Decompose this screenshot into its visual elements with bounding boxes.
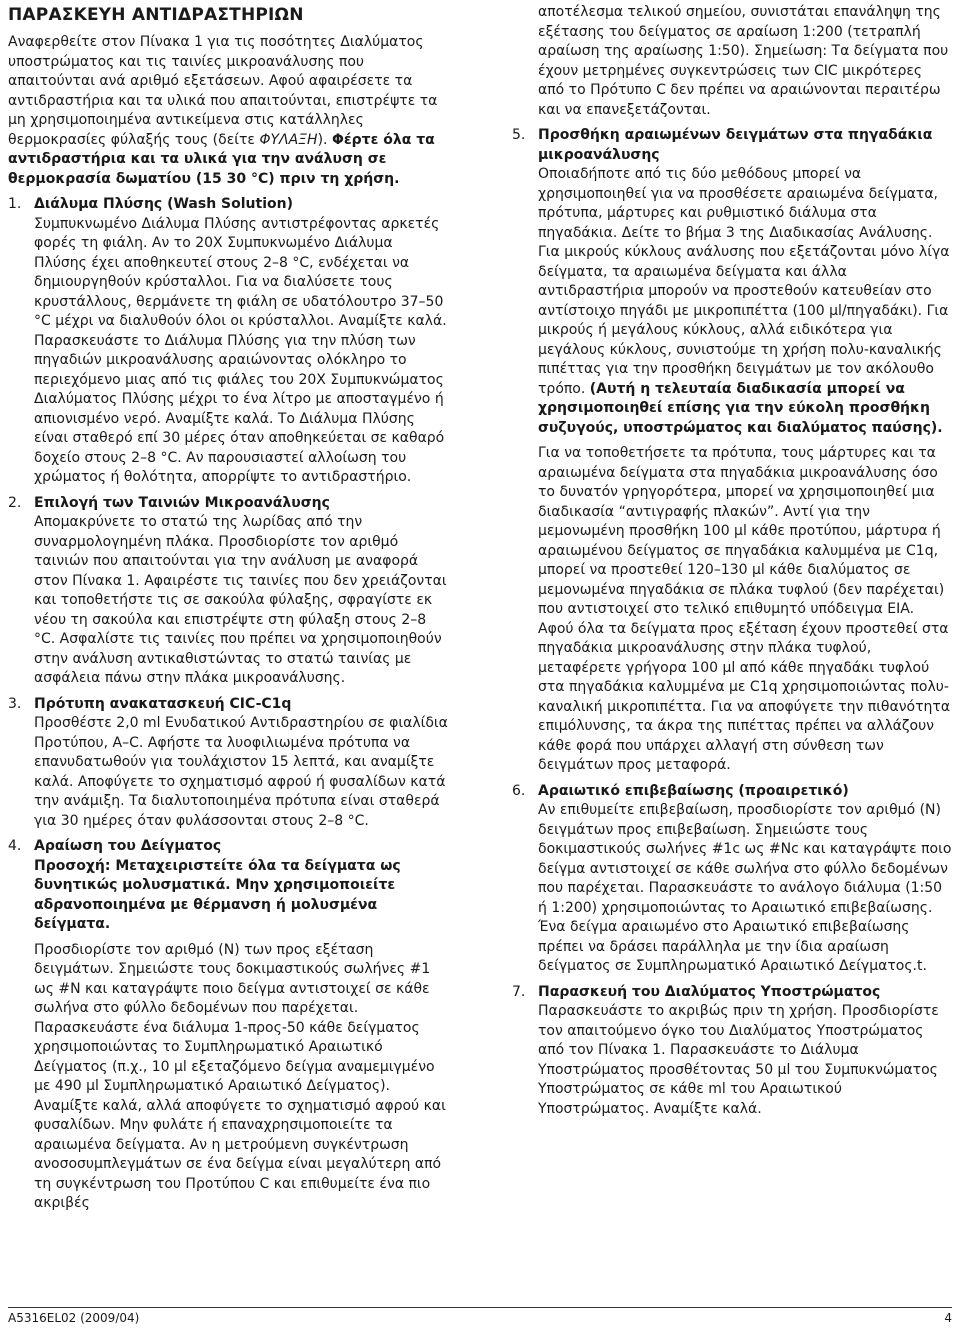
intro-text-end: ). <box>317 131 328 148</box>
step-body: Παρασκευάστε το ακριβώς πριν τη χρήση. Προσδιορίστε τον απαιτούμενο όγκο του Διαλύματος Υποστρώματος από τον Πίνακα 1. Παρασκευάστε το Διάλυμα Υποστρώματος προσθέτοντας 50 μl του Συμπυκνώματος Υποστρώματος σε κάθε ml του Αραιωτικού Υποστρώματος. Αναμίξτε καλά. <box>538 1003 939 1117</box>
step-number: 7. <box>512 983 526 1000</box>
step-3 <box>8 695 448 832</box>
step-title: Προσθήκη αραιωμένων δειγμάτων στα πηγαδάκια μικροανάλυσης <box>538 127 933 163</box>
step-number: 1. <box>8 196 22 212</box>
intro-bold-instruction: Φέρτε όλα τα αντιδραστήρια και τα υλικά για την ανάλυση σε θερμοκρασία δωματίου (15 30 °C) πριν τη χρήση. <box>8 131 435 187</box>
step-number: 3. <box>8 695 22 712</box>
step-body-bold: (Αυτή η τελευταία διαδικασία μπορεί να χρησιμοποιηθεί επίσης για την εύκολη προσθήκη συζυγούς, υποστρώματος και διαλύματος παύσης). <box>538 380 943 436</box>
step-5 <box>512 126 952 776</box>
intro-reference: ΦΥΛΑΞΗ <box>259 131 318 148</box>
step-body: Προσθέστε 2,0 ml Ενυδατικού Αντιδραστηρίου σε φιαλίδια Προτύπου, A–C. Αφήστε τα λυοφιλιωμένα πρότυπα να επανυδατωθούν για τουλάχιστον 15 λεπτά, και αναμίξτε καλά. Αποφύγετε το σχηματισμό αφρού ή φυσαλίδων κατά την ανάμιξη. Τα διαλυτοποιημένα πρότυπα είναι σταθερά για 30 ημέρες όταν φυλάσσονται στους 2–8 °C. <box>34 715 448 829</box>
step-number: 2. <box>8 494 22 511</box>
step-title: Διάλυμα Πλύσης (Wash Solution) <box>34 196 293 212</box>
step-body <box>538 165 952 438</box>
step-body: Συμπυκνωμένο Διάλυμα Πλύσης αντιστρέφοντας αρκετές φορές τη φιάλη. Αν το 20X Συμπυκνωμένο Διάλυμα Πλύσης έχει αποθηκευτεί στους 2–8 °C, ενδέχεται να δημιουργηθούν κρύσταλλοι. Για να διαλύσετε τους κρυστάλλους, θερμάνετε τη φιάλη σε υδατόλουτρο 37–50 °C μέχρι να διαλυθούν όλοι οι κρύσταλλοι. Αναμίξτε καλά. Παρασκευάστε το Διάλυμα Πλύσης για την πλύση των πηγαδιών μικροανάλυσης αραιώνοντας ολόκληρο το περιεχόμενο μιας από τις φιάλες του 20X Συμπυκνώματος Διαλύματος Πλύσης μέχρι το ένα λίτρο με αποσταγμένο ή απιονισμένο νερό. Αναμίξτε καλά. Το Διάλυμα Πλύσης είναι σταθερό επί 30 μέρες όταν αποθηκεύεται σε καθαρό δοχείο στους 2–8 °C. Αν παρουσιαστεί αλλοίωση του χρώματος ή θολότητα, απορρίψτε το αντιδραστήριο. <box>34 215 447 485</box>
section-heading: ΠΑΡΑΣΚΕΥΗ ΑΝΤΙΔΡΑΣΤΗΡΙΩΝ <box>8 5 304 25</box>
step-body: Αν επιθυμείτε επιβεβαίωση, προσδιορίστε τον αριθμό (N) δειγμάτων προς επιβεβαίωση. Σημειώστε τους δοκιμαστικούς σωλήνες #1c ως #Nc και καταγράψτε ποιο δείγμα αντιστοιχεί σε κάθε σωλήνα στο φύλλο δεδομένων που παρέχεται. Παρασκευάστε το ανάλογο διάλυμα (1:50 ή 1:200) χρησιμοποιώντας το Αραιωτικό επιβεβαίωσης. Ένα δείγμα αραιωμένο στο Αραιωτικό επιβεβαίωσης πρέπει να δράσει παράλληλα με την ίδια αραίωση δείγματος σε Συμπληρωματικό Αραιωτικό Δείγματος.t. <box>538 802 952 974</box>
step-title: Αραιωτικό επιβεβαίωσης (προαιρετικό) <box>538 782 849 799</box>
intro-paragraph <box>8 33 448 189</box>
step-body-text: Οποιαδήποτε από τις δύο μεθόδους μπορεί να χρησιμοποιηθεί για να προσθέσετε αραιωμένα δείγματα, πρότυπα, μάρτυρες και ρυθμιστικό διάλυμα στα πηγαδάκια. Δείτε το βήμα 3 της Διαδικασίας Ανάλυσης. Για μικρούς κύκλους ανάλυσης που εξετάζονται μόνο λίγα δείγματα, τα αραιωμένα δείγματα και άλλα αντιδραστήρια μπορούν να προστεθούν κατευθείαν στο αντίστοιχο πηγάδι με μικροπιπέττα (100 μl/πηγαδάκι). Για μικρούς ή μεγάλους κύκλους, αλλά ειδικότερα για μεγάλους κύκλους, συνιστούμε τη χρήση πολυ-καναλικής πιπέττας για την προσθήκη δειγμάτων με τον ακόλουθο τρόπο. <box>538 166 950 397</box>
document-code: A5316EL02 (2009/04) <box>8 1311 140 1325</box>
continuation-text: αποτέλεσμα τελικού σημείου, συνιστάται επανάληψη της εξέτασης του δείγματος σε αραίωση 1:200 (τετραπλή αραίωση της αραίωσης 1:50). Σημείωση: Τα δείγματα που έχουν μετρημένες συγκεντρώσεις των CIC μικρότερες από το Πρότυπο C δεν πρέπει να αραιώνονται περαιτέρω και να επανεξετάζονται. <box>538 4 949 118</box>
page-footer <box>8 1311 952 1329</box>
step-1 <box>8 195 448 488</box>
footer-divider <box>8 1307 952 1308</box>
intro-text: Αναφερθείτε στον Πίνακα 1 για τις ποσότητες Διαλύματος υποστρώματος και τις ταινίες μικροανάλυσης που απαιτούνται ανά αριθμό εξετάσεων. Αφού αφαιρέσετε τα αντιδραστήρια και τα υλικά που απαιτούνται, επιστρέψτε τα μη χρησιμοποιημένα αντικείμενα στις κατάλληλες θερμοκρασίες φύλαξής τους (δείτε <box>8 34 438 148</box>
step-6 <box>512 782 952 977</box>
step-body: Προσδιορίστε τον αριθμό (N) των προς εξέταση δειγμάτων. Σημειώστε τους δοκιμαστικούς σωλήνες #1 ως #N και καταγράψτε ποιο δείγμα αντιστοιχεί σε κάθε σωλήνα στο φύλλο δεδομένων που παρέχεται. Παρασκευάστε ένα διάλυμα 1-προς-50 κάθε δείγματος χρησιμοποιώντας το Συμπληρωματικό Αραιωτικό Δείγματος (π.χ., 10 μl εξεταζόμενο δείγμα αναμεμιγμένο με 490 μl Συμπληρωματικό Αραιωτικό Δείγματος). Αναμίξτε καλά, αλλά αποφύγετε το σχηματισμό αφρού και φυσαλίδων. Μην φυλάτε ή επαναχρησιμοποιείτε τα αραιωμένα δείγματα. Αν η μετρούμενη συγκέντρωση ανοσοσυμπλεγμάτων σε ένα δείγμα είναι μεγαλύτερη από τη συγκέντρωση του Προτύπου C και επιθυμείτε ένα πιο ακριβές <box>34 941 446 1211</box>
step-number: 5. <box>512 127 526 143</box>
step-7 <box>512 983 952 1120</box>
step-4 <box>8 837 448 1214</box>
step-title: Πρότυπη ανακατασκευή CIC-C1q <box>34 695 292 712</box>
step-title: Αραίωση του Δείγματος <box>34 838 222 854</box>
step-title: Επιλογή των Ταινιών Μικροανάλυσης <box>34 494 330 511</box>
step-body-2: Για να τοποθετήσετε τα πρότυπα, τους μάρτυρες και τα αραιωμένα δείγματα στα πηγαδάκια μικροανάλυσης όσο το δυνατόν γρηγορότερα, μπορεί να χρησιμοποιηθεί μια διαδικασία “αντιγραφής πλακών”. Αντί για την μεμονωμένη προσθήκη 100 μl κάθε προτύπου, μάρτυρα ή αραιωμένου δείγματος σε πηγαδάκια καλυμμένα με C1q, μπορεί να προστεθεί 120–130 μl κάθε διαλύματος σε μεμονωμένα πηγαδάκια σε πλάκα τυφλού (δεν παρέχεται) που αντιστοιχεί στο τελικό επιθυμητό υπόδειγμα EIA. Αφού όλα τα δείγματα προς εξέταση έχουν προστεθεί στα πηγαδάκια μικροανάλυσης στην πλάκα τυφλού, μεταφέρετε γρήγορα 100 μl από κάθε πηγαδάκι τυφλού στα πηγαδάκια καλυμμένα με C1q χρησιμοποιώντας πολυ-καναλική μικροπιπέττα. Για να αποφύγετε την πιθανότητα επιμόλυνσης, τα άκρα της πιπέττας πρέπει να αλλάζουν κάθε φορά που υπάρχει αλλαγή στη σύνθεση των δειγμάτων προς μεταφορά. <box>538 445 951 773</box>
page-number: 4 <box>944 1311 952 1325</box>
step-4-continuation <box>512 0 952 120</box>
step-number: 4. <box>8 838 22 854</box>
step-warning: Προσοχή: Μεταχειριστείτε όλα τα δείγματα ως δυνητικώς μολυσματικά. Μην χρησιμοποιείτε αδρανοποιημένα με θέρμανση ή μολυσμένα δείγματα. <box>34 857 401 932</box>
left-column <box>8 0 448 1214</box>
right-column <box>512 0 952 1119</box>
step-body: Απομακρύνετε το στατώ της λωρίδας από την συναρμολογημένη πλάκα. Προσδιορίστε τον αριθμό ταινιών που απαιτούνται για την ανάλυση με αναφορά στον Πίνακα 1. Αφαιρέστε τις ταινίες που δεν χρειάζονται και τοποθετήστε τις σε σακούλα φύλαξης, σφραγίστε εκ νέου τη σακούλα και επιστρέψτε στη φύλαξη στους 2–8 °C. Ασφαλίστε τις ταινίες που πρέπει να χρησιμοποιηθούν στην ανάλυση αντικαθιστώντας το στατώ ταινίας με ασφάλεια πάνω στην πλάκα μικροανάλυσης. <box>34 514 447 686</box>
step-number: 6. <box>512 782 526 799</box>
step-2 <box>8 494 448 689</box>
step-title: Παρασκευή του Διαλύματος Υποστρώματος <box>538 983 881 1000</box>
